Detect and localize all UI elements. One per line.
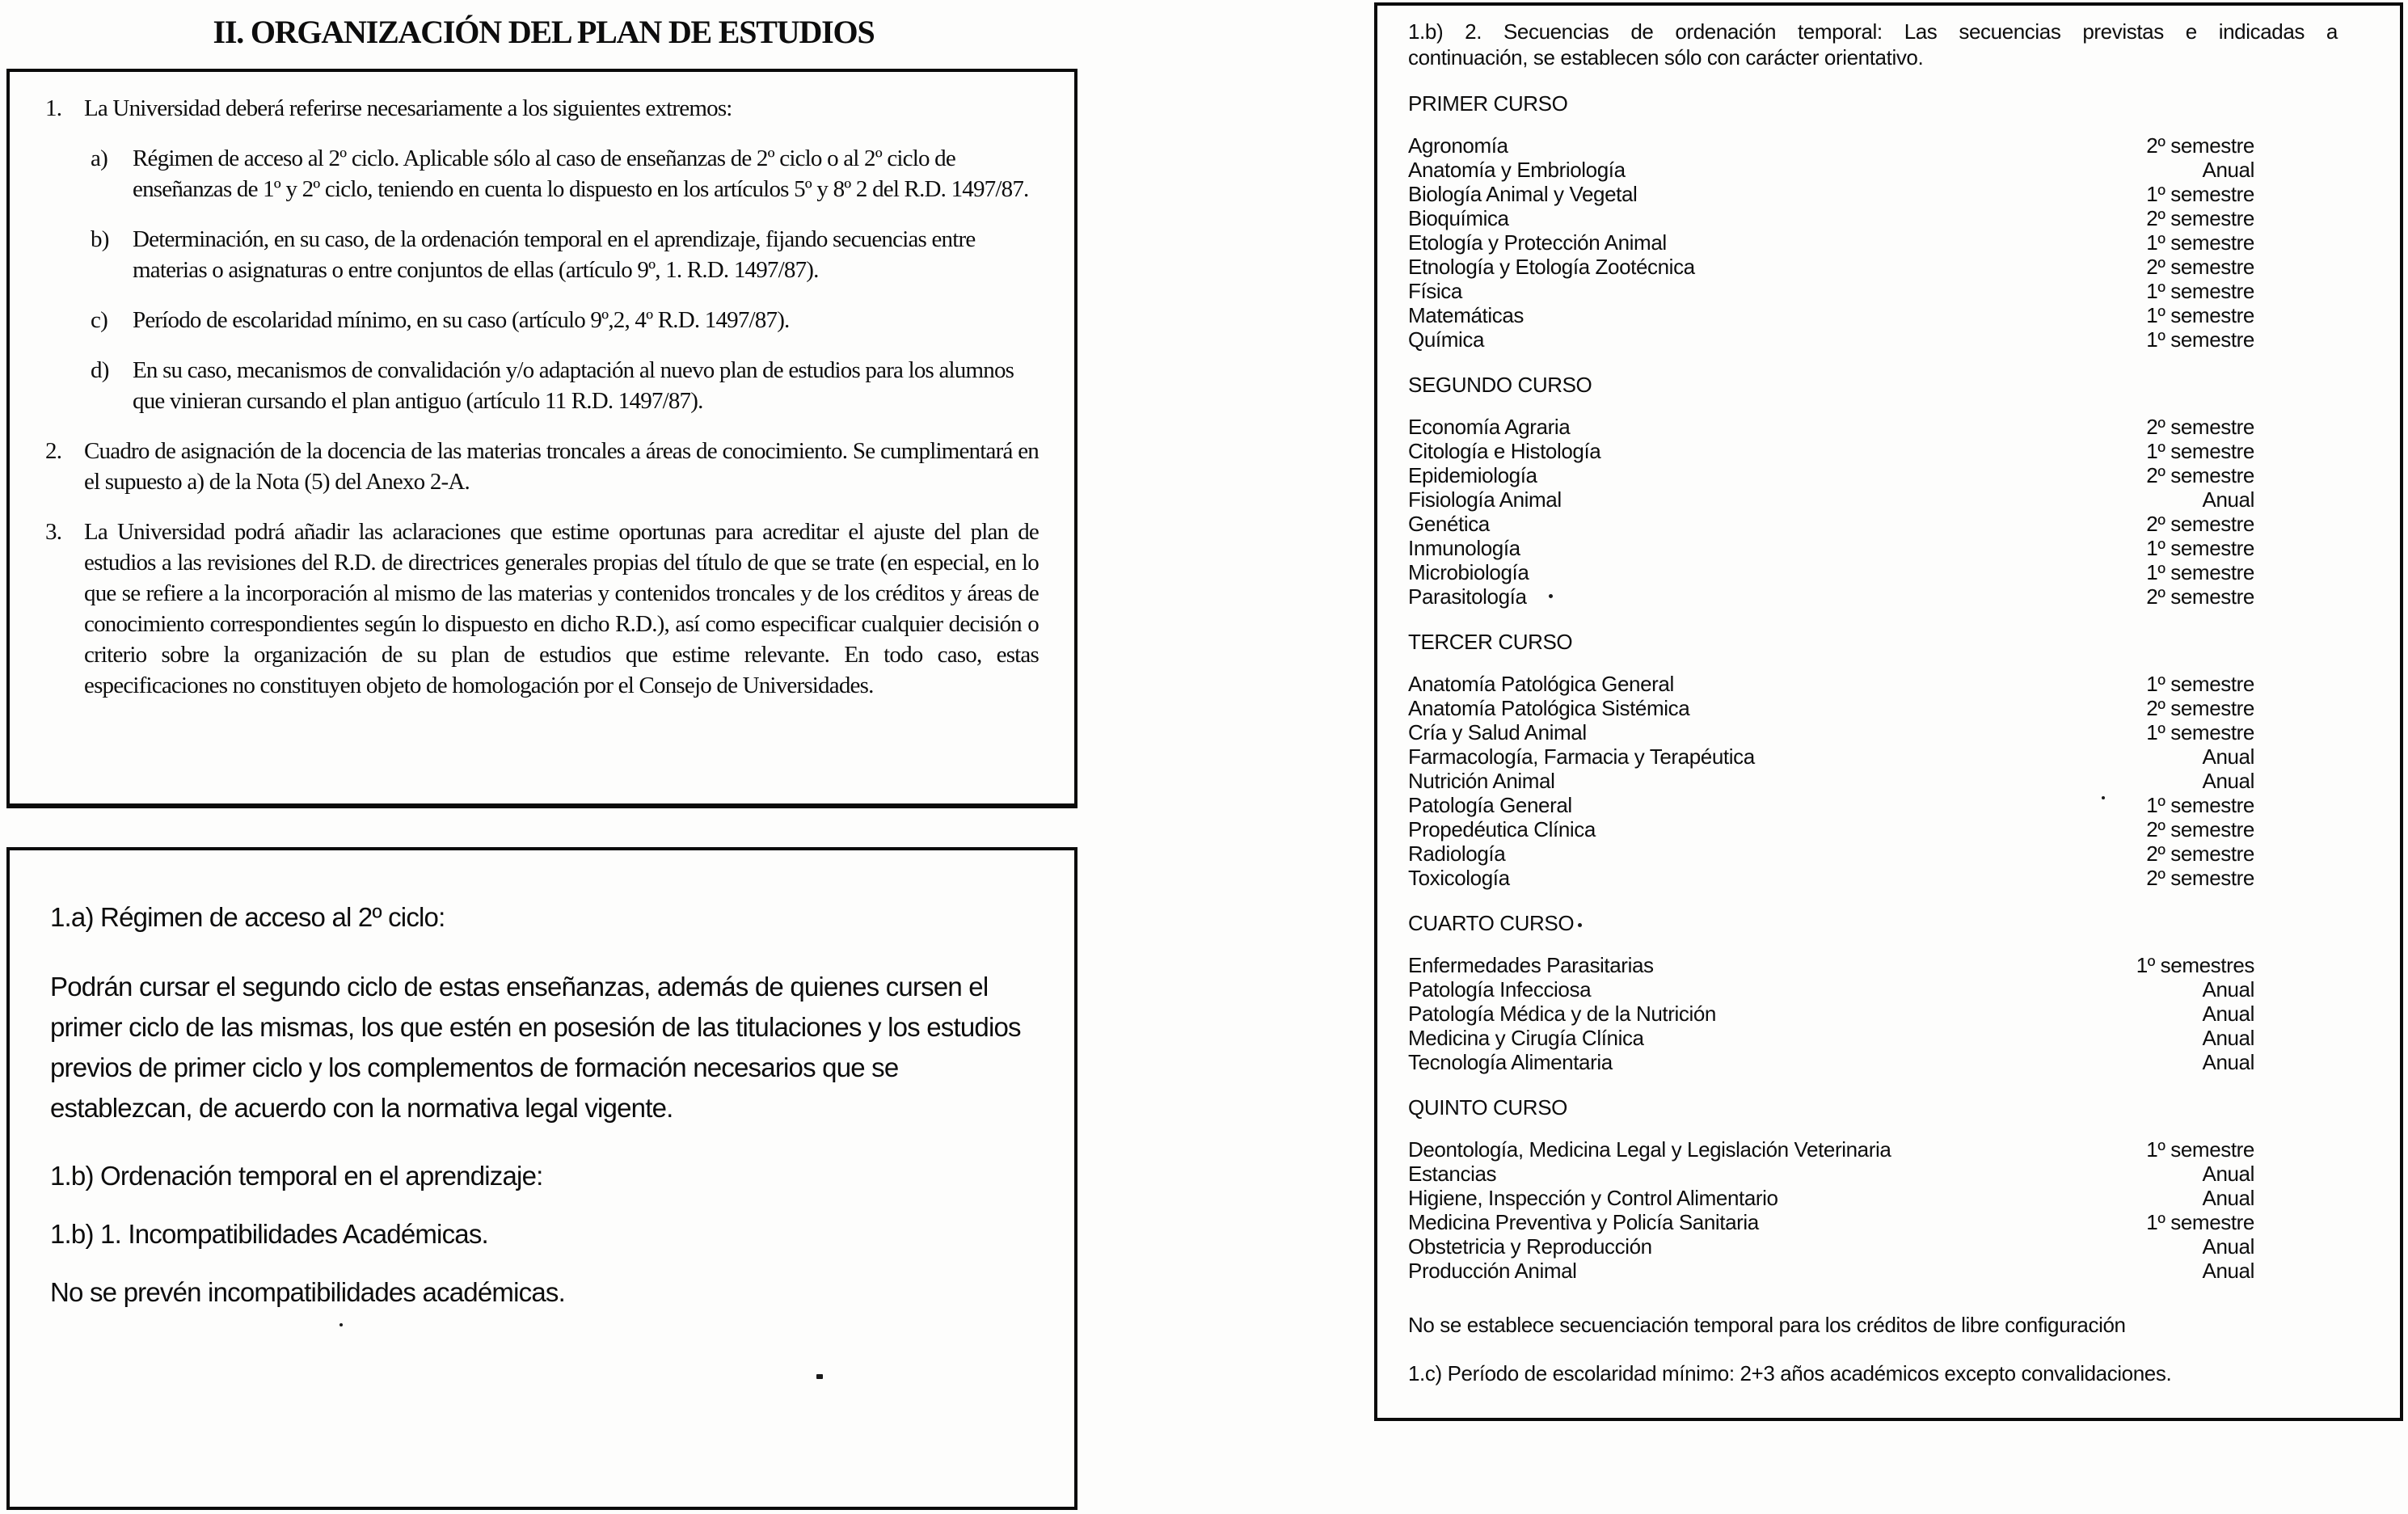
course-name: Patología General — [1408, 793, 1572, 817]
course-row — [1408, 769, 2254, 793]
list-subitem-b — [91, 224, 1039, 285]
course-list-tercer — [1408, 672, 2254, 890]
course-row — [1408, 230, 2254, 255]
course-name: Estancias — [1408, 1162, 1497, 1186]
course-row — [1408, 158, 2254, 182]
course-row — [1408, 487, 2254, 512]
list-item-3 — [45, 517, 1039, 701]
course-term: 1º semestre — [2146, 303, 2254, 327]
scan-speck — [816, 1374, 823, 1379]
course-term: 2º semestre — [2146, 133, 2254, 158]
subitem-text: Período de escolaridad mínimo, en su caso (artículo 9º,2, 4º R.D. 1497/87). — [133, 307, 790, 333]
course-list-primer — [1408, 133, 2254, 352]
course-name: Enfermedades Parasitarias — [1408, 953, 1654, 977]
course-name: Anatomía Patológica Sistémica — [1408, 696, 1690, 720]
course-name: Química — [1408, 327, 1485, 352]
schooling-period-note: 1.c) Período de escolaridad mínimo: 2+3 años académicos excepto convalidaciones. — [1408, 1361, 2172, 1385]
course-term: Anual — [2202, 1002, 2254, 1026]
course-row — [1408, 303, 2254, 327]
document-title: II. ORGANIZACIÓN DEL PLAN DE ESTUDIOS — [213, 14, 875, 50]
course-term: 1º semestre — [2146, 793, 2254, 817]
list-subitem-c — [91, 305, 1039, 335]
course-term: 2º semestre — [2146, 584, 2254, 609]
course-row — [1408, 584, 2254, 609]
section-title-tercer-curso: TERCER CURSO — [1408, 630, 1573, 654]
course-term: Anual — [2202, 977, 2254, 1002]
subitem-letter: a) — [91, 145, 108, 171]
course-row — [1408, 133, 2254, 158]
course-term: 2º semestre — [2146, 866, 2254, 890]
course-term: 1º semestre — [2146, 536, 2254, 560]
course-row — [1408, 439, 2254, 463]
course-name: Inmunología — [1408, 536, 1520, 560]
course-name: Nutrición Animal — [1408, 769, 1555, 793]
course-name: Agronomía — [1408, 133, 1508, 158]
course-name: Patología Médica y de la Nutrición — [1408, 1002, 1716, 1026]
scan-speck — [1578, 923, 1582, 927]
course-row — [1408, 463, 2254, 487]
course-term: 1º semestre — [2146, 327, 2254, 352]
course-name: Toxicología — [1408, 866, 1510, 890]
scan-speck — [1549, 594, 1553, 598]
subitem-text: En su caso, mecanismos de convalidación y/o adaptación al nuevo plan de estudios para los alumnos que vinieran cursando el plan antiguo (artículo 11 R.D. 1497/87). — [133, 357, 1014, 414]
course-name: Genética — [1408, 512, 1490, 536]
course-name: Deontología, Medicina Legal y Legislación Veterinaria — [1408, 1137, 1891, 1162]
scan-speck — [2102, 796, 2105, 799]
heading-1b1: 1.b) 1. Incompatibilidades Académicas. — [50, 1219, 488, 1249]
paragraph-1a: Podrán cursar el segundo ciclo de estas enseñanzas, además de quienes cursen el primer ciclo de las mismas, los que estén en posesión de las titulaciones y los estudios previos de primer ciclo y los complementos de formación necesarios que se establezcan, de acuerdo con la normativa legal vigente. — [50, 972, 1021, 1123]
course-name: Medicina Preventiva y Policía Sanitaria — [1408, 1210, 1759, 1234]
course-name: Cría y Salud Animal — [1408, 720, 1587, 744]
course-term: Anual — [2202, 1026, 2254, 1050]
course-term: 2º semestre — [2146, 817, 2254, 841]
access-regime-box — [6, 847, 1077, 1510]
course-row — [1408, 977, 2254, 1002]
course-row — [1408, 1050, 2254, 1074]
course-name: Producción Animal — [1408, 1259, 1577, 1283]
heading-1b: 1.b) Ordenación temporal en el aprendizaje: — [50, 1161, 543, 1191]
course-row — [1408, 696, 2254, 720]
course-term: 1º semestre — [2146, 672, 2254, 696]
course-term: 2º semestre — [2146, 841, 2254, 866]
course-name: Radiología — [1408, 841, 1506, 866]
subitem-letter: b) — [91, 226, 109, 252]
course-term: 2º semestre — [2146, 696, 2254, 720]
instructions-box — [6, 69, 1077, 808]
list-item-1 — [45, 93, 1039, 124]
schedule-intro-line2: continuación, se establecen sólo con carácter orientativo. — [1408, 45, 1924, 70]
scan-speck — [339, 1323, 343, 1326]
course-row — [1408, 1002, 2254, 1026]
course-name: Citología e Histología — [1408, 439, 1601, 463]
course-term: Anual — [2202, 1234, 2254, 1259]
course-term: 2º semestre — [2146, 255, 2254, 279]
course-term: 2º semestre — [2146, 206, 2254, 230]
course-term: 1º semestre — [2146, 720, 2254, 744]
course-name: Etología y Protección Animal — [1408, 230, 1667, 255]
schedule-intro-line1: 1.b) 2. Secuencias de ordenación temporal: Las secuencias previstas e indicadas a — [1408, 19, 2338, 44]
course-term: Anual — [2202, 1186, 2254, 1210]
list-item-2 — [45, 436, 1039, 497]
course-term: 2º semestre — [2146, 415, 2254, 439]
course-row — [1408, 672, 2254, 696]
course-name: Higiene, Inspección y Control Alimentario — [1408, 1186, 1778, 1210]
course-row — [1408, 1162, 2254, 1186]
item-number: 2. — [45, 438, 62, 464]
course-name: Anatomía y Embriología — [1408, 158, 1626, 182]
course-term: 1º semestre — [2146, 279, 2254, 303]
course-term: 1º semestre — [2146, 439, 2254, 463]
schedule-intro — [1408, 19, 2338, 70]
course-term: 2º semestre — [2146, 512, 2254, 536]
course-row — [1408, 1259, 2254, 1283]
course-term: Anual — [2202, 1050, 2254, 1074]
course-name: Propedéutica Clínica — [1408, 817, 1596, 841]
course-name: Fisiología Animal — [1408, 487, 1562, 512]
course-name: Epidemiología — [1408, 463, 1537, 487]
course-term: Anual — [2202, 158, 2254, 182]
course-row — [1408, 182, 2254, 206]
course-row — [1408, 1234, 2254, 1259]
course-row — [1408, 255, 2254, 279]
course-term: 1º semestre — [2146, 230, 2254, 255]
section-title-cuarto-curso: CUARTO CURSO — [1408, 911, 1575, 935]
course-row — [1408, 415, 2254, 439]
subitem-letter: d) — [91, 357, 109, 383]
course-row — [1408, 793, 2254, 817]
subitem-letter: c) — [91, 307, 108, 333]
course-row — [1408, 206, 2254, 230]
course-term: 1º semestre — [2146, 182, 2254, 206]
free-credits-note: No se establece secuenciación temporal para los créditos de libre configuración — [1408, 1313, 2126, 1337]
course-row — [1408, 512, 2254, 536]
course-name: Obstetricia y Reproducción — [1408, 1234, 1652, 1259]
course-row — [1408, 841, 2254, 866]
course-list-quinto — [1408, 1137, 2254, 1283]
item-text: Cuadro de asignación de la docencia de las materias troncales a áreas de conocimiento. Se cumplimentará en el supuesto a) de la Nota (5) del Anexo 2-A. — [84, 438, 1039, 495]
course-list-segundo — [1408, 415, 2254, 609]
course-name: Anatomía Patológica General — [1408, 672, 1674, 696]
course-row — [1408, 560, 2254, 584]
course-schedule-box — [1374, 2, 2403, 1421]
course-term: 2º semestre — [2146, 463, 2254, 487]
section-title-primer-curso: PRIMER CURSO — [1408, 91, 1568, 116]
course-term: Anual — [2202, 1162, 2254, 1186]
course-name: Farmacología, Farmacia y Terapéutica — [1408, 744, 1755, 769]
course-name: Matemáticas — [1408, 303, 1524, 327]
course-term: Anual — [2202, 1259, 2254, 1283]
course-term: Anual — [2202, 769, 2254, 793]
course-term: 1º semestre — [2146, 1210, 2254, 1234]
item-number: 3. — [45, 519, 62, 545]
course-name: Medicina y Cirugía Clínica — [1408, 1026, 1644, 1050]
heading-1a: 1.a) Régimen de acceso al 2º ciclo: — [50, 902, 445, 932]
course-row — [1408, 720, 2254, 744]
section-title-quinto-curso: QUINTO CURSO — [1408, 1095, 1567, 1120]
item-number: 1. — [45, 95, 62, 121]
course-row — [1408, 1026, 2254, 1050]
course-name: Etnología y Etología Zootécnica — [1408, 255, 1695, 279]
course-term: 1º semestre — [2146, 560, 2254, 584]
list-subitem-d — [91, 355, 1039, 416]
section-title-segundo-curso: SEGUNDO CURSO — [1408, 373, 1592, 397]
list-subitem-a — [91, 143, 1039, 205]
course-name: Bioquímica — [1408, 206, 1509, 230]
course-name: Física — [1408, 279, 1462, 303]
course-term: Anual — [2202, 487, 2254, 512]
course-term: 1º semestres — [2136, 953, 2254, 977]
course-name: Microbiología — [1408, 560, 1529, 584]
course-name: Biología Animal y Vegetal — [1408, 182, 1638, 206]
item-text: La Universidad podrá añadir las aclaraciones que estime oportunas para acreditar el ajuste del plan de estudios a las revisiones del R.D. de directrices generales propias del título de que se trate (en especial, en lo que se refiere a la incorporación al mismo de las materias y contenidos troncales y de los créditos y áreas de conocimiento correspondientes según lo dispuesto en dicho R.D.), así como especificar cualquier decisión o criterio sobre la organización de su plan de estudios que estime relevante. En todo caso, estas especificaciones no constituyen objeto de homologación por el Consejo de Universidades. — [84, 519, 1039, 698]
course-name: Economía Agraria — [1408, 415, 1571, 439]
course-row — [1408, 536, 2254, 560]
course-row — [1408, 1186, 2254, 1210]
course-row — [1408, 866, 2254, 890]
course-list-cuarto — [1408, 953, 2254, 1074]
course-name: Parasitología — [1408, 584, 1527, 609]
course-term: Anual — [2202, 744, 2254, 769]
subitem-text: Régimen de acceso al 2º ciclo. Aplicable sólo al caso de enseñanzas de 2º ciclo o al 2º ciclo de enseñanzas de 1º y 2º ciclo, teniendo en cuenta lo dispuesto en los artículos 5º y 8º 2 del R.D. 1497/87. — [133, 145, 1029, 202]
paragraph-1b1: No se prevén incompatibilidades académicas. — [50, 1277, 565, 1307]
course-row — [1408, 327, 2254, 352]
course-row — [1408, 744, 2254, 769]
course-row — [1408, 953, 2254, 977]
course-row — [1408, 1210, 2254, 1234]
course-name: Patología Infecciosa — [1408, 977, 1592, 1002]
course-name: Tecnología Alimentaria — [1408, 1050, 1613, 1074]
course-term: 1º semestre — [2146, 1137, 2254, 1162]
course-row — [1408, 817, 2254, 841]
course-row — [1408, 1137, 2254, 1162]
course-row — [1408, 279, 2254, 303]
subitem-text: Determinación, en su caso, de la ordenación temporal en el aprendizaje, fijando secuencias entre materias o asignaturas o entre conjuntos de ellas (artículo 9º, 1. R.D. 1497/87). — [133, 226, 976, 283]
item-text: La Universidad deberá referirse necesariamente a los siguientes extremos: — [84, 95, 732, 121]
